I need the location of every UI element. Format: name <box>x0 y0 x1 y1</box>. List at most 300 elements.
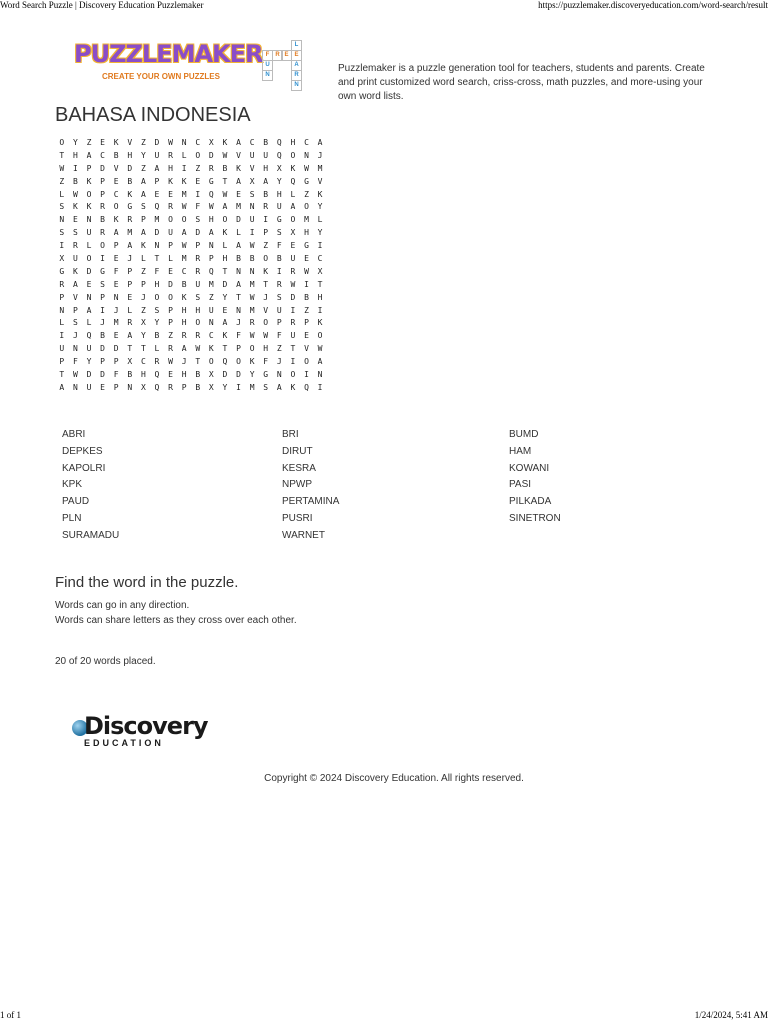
grid-cell: M <box>181 253 187 263</box>
word-list-item: SINETRON <box>509 512 561 524</box>
grid-cell: I <box>290 357 296 367</box>
grid-cell: R <box>72 241 78 251</box>
grid-cell: O <box>168 292 173 302</box>
grid-cell: A <box>276 382 282 392</box>
grid-cell: A <box>222 318 228 328</box>
grid-cell: Y <box>222 292 228 302</box>
grid-row <box>55 304 335 317</box>
grid-cell: Z <box>140 305 146 315</box>
mini-letter: N <box>262 70 273 81</box>
mini-letter: E <box>281 50 292 61</box>
grid-row <box>55 316 335 329</box>
grid-cell: X <box>140 382 146 392</box>
grid-cell: P <box>100 357 105 367</box>
grid-cell: O <box>113 202 119 212</box>
grid-cell: E <box>113 253 119 263</box>
grid-cell: N <box>59 305 65 315</box>
grid-cell: O <box>86 189 92 199</box>
grid-cell: P <box>304 318 309 328</box>
grid-cell: R <box>168 344 173 354</box>
grid-cell: O <box>263 318 269 328</box>
grid-row <box>55 213 335 226</box>
print-footer <box>0 1010 768 1022</box>
grid-cell: U <box>154 150 160 160</box>
grid-cell: L <box>290 189 296 199</box>
grid-row <box>55 226 335 239</box>
grid-cell: Q <box>208 266 214 276</box>
grid-cell: B <box>100 215 105 225</box>
grid-cell: R <box>154 357 160 367</box>
grid-row <box>55 265 335 278</box>
grid-cell: E <box>304 253 309 263</box>
grid-cell: K <box>113 137 119 147</box>
grid-cell: Z <box>276 344 282 354</box>
grid-cell: H <box>140 369 146 379</box>
puzzlemaker-logo[interactable] <box>74 40 263 86</box>
grid-cell: I <box>181 163 187 173</box>
grid-cell: S <box>72 228 78 238</box>
free-learn-grid-icon <box>262 40 304 88</box>
grid-cell: U <box>249 150 255 160</box>
grid-cell: Y <box>86 357 92 367</box>
mini-letter: R <box>272 50 283 61</box>
grid-cell: R <box>276 279 282 289</box>
grid-row <box>55 368 335 381</box>
grid-cell: C <box>195 137 201 147</box>
grid-cell: A <box>86 305 92 315</box>
grid-cell: E <box>72 215 78 225</box>
grid-cell: P <box>100 189 105 199</box>
grid-row <box>55 381 335 394</box>
grid-cell: T <box>236 292 241 302</box>
grid-row <box>55 355 335 368</box>
grid-cell: C <box>100 150 105 160</box>
grid-cell: W <box>222 189 228 199</box>
word-list-item: BRI <box>282 429 299 440</box>
grid-cell: Q <box>304 382 309 392</box>
grid-cell: Q <box>290 176 296 186</box>
grid-cell: O <box>168 215 173 225</box>
grid-cell: M <box>113 318 119 328</box>
grid-cell: U <box>168 228 173 238</box>
grid-cell: D <box>208 150 214 160</box>
grid-cell: O <box>290 369 296 379</box>
grid-cell: A <box>236 241 241 251</box>
grid-cell: A <box>236 137 241 147</box>
grid-cell: Q <box>154 369 160 379</box>
grid-cell: O <box>100 241 105 251</box>
grid-cell: K <box>72 202 78 212</box>
grid-cell: H <box>263 344 269 354</box>
instruction-direction: Words can go in any direction. <box>55 600 190 611</box>
grid-cell: K <box>113 215 119 225</box>
grid-cell: M <box>181 189 187 199</box>
grid-cell: R <box>168 382 173 392</box>
grid-cell: R <box>127 318 133 328</box>
grid-cell: Y <box>317 228 323 238</box>
grid-cell: R <box>290 266 296 276</box>
grid-cell: A <box>317 137 323 147</box>
grid-cell: W <box>195 344 201 354</box>
word-column <box>282 427 339 545</box>
grid-cell: H <box>208 215 214 225</box>
grid-cell: I <box>317 305 323 315</box>
grid-cell: A <box>317 357 323 367</box>
grid-cell: S <box>154 305 160 315</box>
grid-cell: Q <box>154 382 160 392</box>
grid-cell: W <box>263 331 269 341</box>
grid-cell: I <box>59 331 65 341</box>
grid-cell: S <box>100 279 105 289</box>
grid-cell: W <box>304 163 309 173</box>
grid-cell: L <box>154 344 160 354</box>
grid-cell: U <box>276 202 282 212</box>
grid-cell: M <box>249 305 255 315</box>
grid-cell: P <box>59 357 65 367</box>
grid-cell: P <box>127 279 133 289</box>
grid-cell: V <box>72 292 78 302</box>
grid-cell: U <box>249 215 255 225</box>
grid-cell: Y <box>140 150 146 160</box>
print-page-count: 1 of 1 <box>0 1010 21 1020</box>
grid-cell: F <box>276 241 282 251</box>
grid-cell: S <box>276 228 282 238</box>
grid-cell: H <box>181 318 187 328</box>
mini-letter: N <box>291 80 302 91</box>
grid-cell: W <box>249 292 255 302</box>
grid-cell: J <box>113 305 119 315</box>
grid-cell: O <box>304 202 309 212</box>
grid-cell: W <box>72 189 78 199</box>
grid-cell: Q <box>86 331 92 341</box>
intro-text: Puzzlemaker is a puzzle generation tool for teachers, students and parents. Create and print customized word search, criss-cross, math puzzles, and more-using your own word lists. <box>338 63 705 102</box>
word-list-item: KOWANI <box>509 462 550 474</box>
grid-cell: I <box>317 382 323 392</box>
grid-cell: X <box>249 176 255 186</box>
grid-cell: B <box>72 176 78 186</box>
grid-cell: X <box>317 266 323 276</box>
grid-cell: H <box>181 369 187 379</box>
grid-cell: M <box>317 163 323 173</box>
grid-cell: P <box>140 215 146 225</box>
grid-cell: R <box>249 318 255 328</box>
grid-cell: H <box>168 163 173 173</box>
grid-cell: A <box>263 176 269 186</box>
mini-letter: L <box>291 40 302 51</box>
grid-cell: N <box>113 292 119 302</box>
grid-cell: C <box>304 137 309 147</box>
grid-cell: K <box>140 241 146 251</box>
grid-cell: T <box>222 176 228 186</box>
grid-cell: Z <box>263 241 269 251</box>
grid-cell: L <box>236 228 241 238</box>
grid-cell: F <box>276 331 282 341</box>
grid-cell: F <box>113 369 119 379</box>
grid-cell: L <box>59 318 65 328</box>
grid-cell: K <box>236 163 241 173</box>
grid-cell: H <box>317 292 323 302</box>
grid-cell: D <box>154 228 160 238</box>
grid-cell: W <box>290 279 296 289</box>
grid-row <box>55 200 335 213</box>
grid-cell: L <box>127 305 133 315</box>
grid-row <box>55 239 335 252</box>
grid-cell: R <box>195 253 201 263</box>
grid-cell: W <box>72 369 78 379</box>
word-list-item: PLN <box>62 512 82 524</box>
grid-cell: E <box>100 382 105 392</box>
grid-cell: X <box>127 357 133 367</box>
grid-cell: A <box>140 176 146 186</box>
grid-cell: A <box>140 189 146 199</box>
grid-cell: U <box>195 279 201 289</box>
grid-cell: P <box>168 241 173 251</box>
mini-letter: F <box>262 50 273 61</box>
grid-cell: D <box>86 266 92 276</box>
grid-cell: E <box>304 331 309 341</box>
grid-cell: R <box>100 202 105 212</box>
grid-cell: U <box>86 228 92 238</box>
grid-cell: J <box>127 253 133 263</box>
grid-cell: G <box>208 176 214 186</box>
grid-cell: N <box>86 215 92 225</box>
grid-cell: R <box>168 150 173 160</box>
grid-cell: E <box>113 279 119 289</box>
grid-cell: G <box>127 202 133 212</box>
grid-cell: S <box>59 202 65 212</box>
print-timestamp: 1/24/2024, 5:41 AM <box>694 1010 768 1020</box>
grid-row <box>55 175 335 188</box>
grid-cell: U <box>86 382 92 392</box>
grid-cell: P <box>168 318 173 328</box>
grid-cell: W <box>168 137 173 147</box>
grid-cell: T <box>263 279 269 289</box>
grid-cell: K <box>72 266 78 276</box>
grid-cell: I <box>195 189 201 199</box>
grid-cell: H <box>263 163 269 173</box>
grid-cell: I <box>249 228 255 238</box>
grid-cell: I <box>100 305 105 315</box>
grid-cell: Y <box>72 137 78 147</box>
grid-cell: R <box>127 215 133 225</box>
grid-cell: F <box>113 266 119 276</box>
grid-cell: C <box>140 357 146 367</box>
grid-row <box>55 329 335 342</box>
grid-cell: K <box>290 382 296 392</box>
grid-cell: Y <box>276 176 282 186</box>
grid-cell: A <box>127 241 133 251</box>
grid-cell: U <box>208 305 214 315</box>
grid-cell: H <box>181 305 187 315</box>
grid-cell: N <box>59 215 65 225</box>
grid-cell: W <box>304 266 309 276</box>
grid-cell: F <box>154 266 160 276</box>
grid-cell: Z <box>140 266 146 276</box>
grid-cell: T <box>59 369 65 379</box>
word-list-item: NPWP <box>282 479 312 491</box>
grid-cell: N <box>236 266 241 276</box>
grid-cell: R <box>208 163 214 173</box>
grid-cell: O <box>208 357 214 367</box>
grid-cell: Z <box>304 189 309 199</box>
grid-cell: W <box>181 241 187 251</box>
grid-cell: F <box>263 357 269 367</box>
grid-cell: S <box>249 189 255 199</box>
word-list-item: DEPKES <box>62 445 103 457</box>
grid-cell: H <box>72 150 78 160</box>
grid-cell: E <box>168 369 173 379</box>
instructions-heading: Find the word in the puzzle. <box>55 574 239 591</box>
grid-cell: T <box>317 279 323 289</box>
grid-cell: B <box>249 253 255 263</box>
grid-cell: R <box>168 202 173 212</box>
grid-cell: T <box>140 344 146 354</box>
grid-cell: N <box>208 318 214 328</box>
word-list-item: KESRA <box>282 462 316 474</box>
grid-cell: A <box>154 163 160 173</box>
word-list-item: KPK <box>62 479 83 491</box>
word-list-item: PASI <box>509 479 532 491</box>
discovery-wordmark: Discovery <box>84 712 208 740</box>
grid-cell: P <box>59 292 65 302</box>
grid-cell: I <box>236 382 241 392</box>
grid-cell: D <box>236 215 241 225</box>
grid-cell: G <box>304 176 309 186</box>
grid-cell: Q <box>222 357 228 367</box>
grid-cell: K <box>181 292 187 302</box>
grid-cell: U <box>86 344 92 354</box>
grid-cell: W <box>249 331 255 341</box>
grid-cell: P <box>236 344 241 354</box>
grid-cell: A <box>222 202 228 212</box>
grid-cell: M <box>208 279 214 289</box>
grid-cell: W <box>222 150 228 160</box>
grid-cell: A <box>113 228 119 238</box>
grid-cell: C <box>113 189 119 199</box>
grid-cell: J <box>72 331 78 341</box>
grid-cell: U <box>72 253 78 263</box>
grid-cell: D <box>86 369 92 379</box>
grid-cell: W <box>317 344 323 354</box>
grid-cell: A <box>236 176 241 186</box>
grid-cell: J <box>317 150 323 160</box>
grid-cell: U <box>59 344 65 354</box>
words-placed-status: 20 of 20 words placed. <box>55 656 156 667</box>
grid-cell: B <box>127 369 133 379</box>
grid-cell: O <box>304 357 309 367</box>
grid-cell: M <box>127 228 133 238</box>
grid-cell: X <box>140 318 146 328</box>
grid-cell: G <box>59 266 65 276</box>
grid-cell: A <box>140 228 146 238</box>
grid-cell: E <box>86 279 92 289</box>
grid-cell: B <box>263 137 269 147</box>
grid-cell: O <box>317 331 323 341</box>
grid-cell: K <box>290 163 296 173</box>
word-list-item: PILKADA <box>509 496 552 508</box>
grid-cell: P <box>127 266 133 276</box>
grid-cell: I <box>304 279 309 289</box>
grid-cell: N <box>72 382 78 392</box>
grid-cell: N <box>86 292 92 302</box>
grid-cell: A <box>72 279 78 289</box>
grid-cell: R <box>59 279 65 289</box>
grid-cell: Q <box>154 202 160 212</box>
grid-cell: L <box>86 241 92 251</box>
grid-cell: T <box>127 344 133 354</box>
word-column <box>62 427 119 545</box>
grid-cell: R <box>290 318 296 328</box>
grid-cell: K <box>263 266 269 276</box>
grid-cell: K <box>127 189 133 199</box>
print-page-url: https://puzzlemaker.discoveryeducation.com/word-search/result <box>538 0 768 10</box>
grid-cell: Z <box>208 292 214 302</box>
discovery-education-logo[interactable] <box>70 712 210 752</box>
grid-cell: Q <box>276 137 282 147</box>
grid-cell: U <box>276 305 282 315</box>
grid-cell: G <box>276 215 282 225</box>
grid-cell: U <box>263 150 269 160</box>
puzzle-title: BAHASA INDONESIA <box>55 104 251 126</box>
grid-cell: D <box>195 228 201 238</box>
grid-cell: N <box>181 137 187 147</box>
grid-cell: I <box>59 241 65 251</box>
grid-cell: O <box>195 150 201 160</box>
grid-cell: N <box>236 305 241 315</box>
grid-cell: W <box>249 241 255 251</box>
grid-cell: E <box>113 331 119 341</box>
grid-cell: N <box>249 266 255 276</box>
grid-cell: W <box>208 202 214 212</box>
grid-cell: P <box>100 292 105 302</box>
grid-cell: M <box>236 202 241 212</box>
grid-cell: K <box>86 202 92 212</box>
grid-cell: V <box>317 176 323 186</box>
grid-cell: P <box>100 176 105 186</box>
grid-row <box>55 291 335 304</box>
grid-cell: T <box>222 266 228 276</box>
grid-cell: C <box>317 253 323 263</box>
grid-cell: H <box>276 189 282 199</box>
grid-cell: E <box>127 292 133 302</box>
word-list-item: BUMD <box>509 429 539 440</box>
grid-cell: W <box>59 163 65 173</box>
grid-cell: H <box>195 305 201 315</box>
grid-cell: Y <box>154 318 160 328</box>
grid-cell: E <box>222 305 228 315</box>
grid-cell: B <box>113 150 119 160</box>
grid-cell: O <box>86 253 92 263</box>
grid-cell: K <box>222 137 228 147</box>
instruction-share: Words can share letters as they cross over each other. <box>55 615 297 626</box>
logo-tagline: CREATE YOUR OWN PUZZLES <box>102 72 220 81</box>
grid-cell: O <box>154 292 160 302</box>
grid-cell: B <box>154 331 160 341</box>
grid-cell: C <box>249 137 255 147</box>
word-list-item: PUSRI <box>282 512 313 524</box>
mini-letter: A <box>291 60 302 71</box>
grid-cell: S <box>276 292 282 302</box>
grid-cell: I <box>263 215 269 225</box>
grid-cell: A <box>127 331 133 341</box>
grid-cell: S <box>195 215 201 225</box>
grid-cell: X <box>208 369 214 379</box>
grid-cell: H <box>222 253 228 263</box>
grid-cell: N <box>249 202 255 212</box>
grid-cell: K <box>317 318 323 328</box>
mini-letter: R <box>291 70 302 81</box>
grid-cell: J <box>140 292 146 302</box>
